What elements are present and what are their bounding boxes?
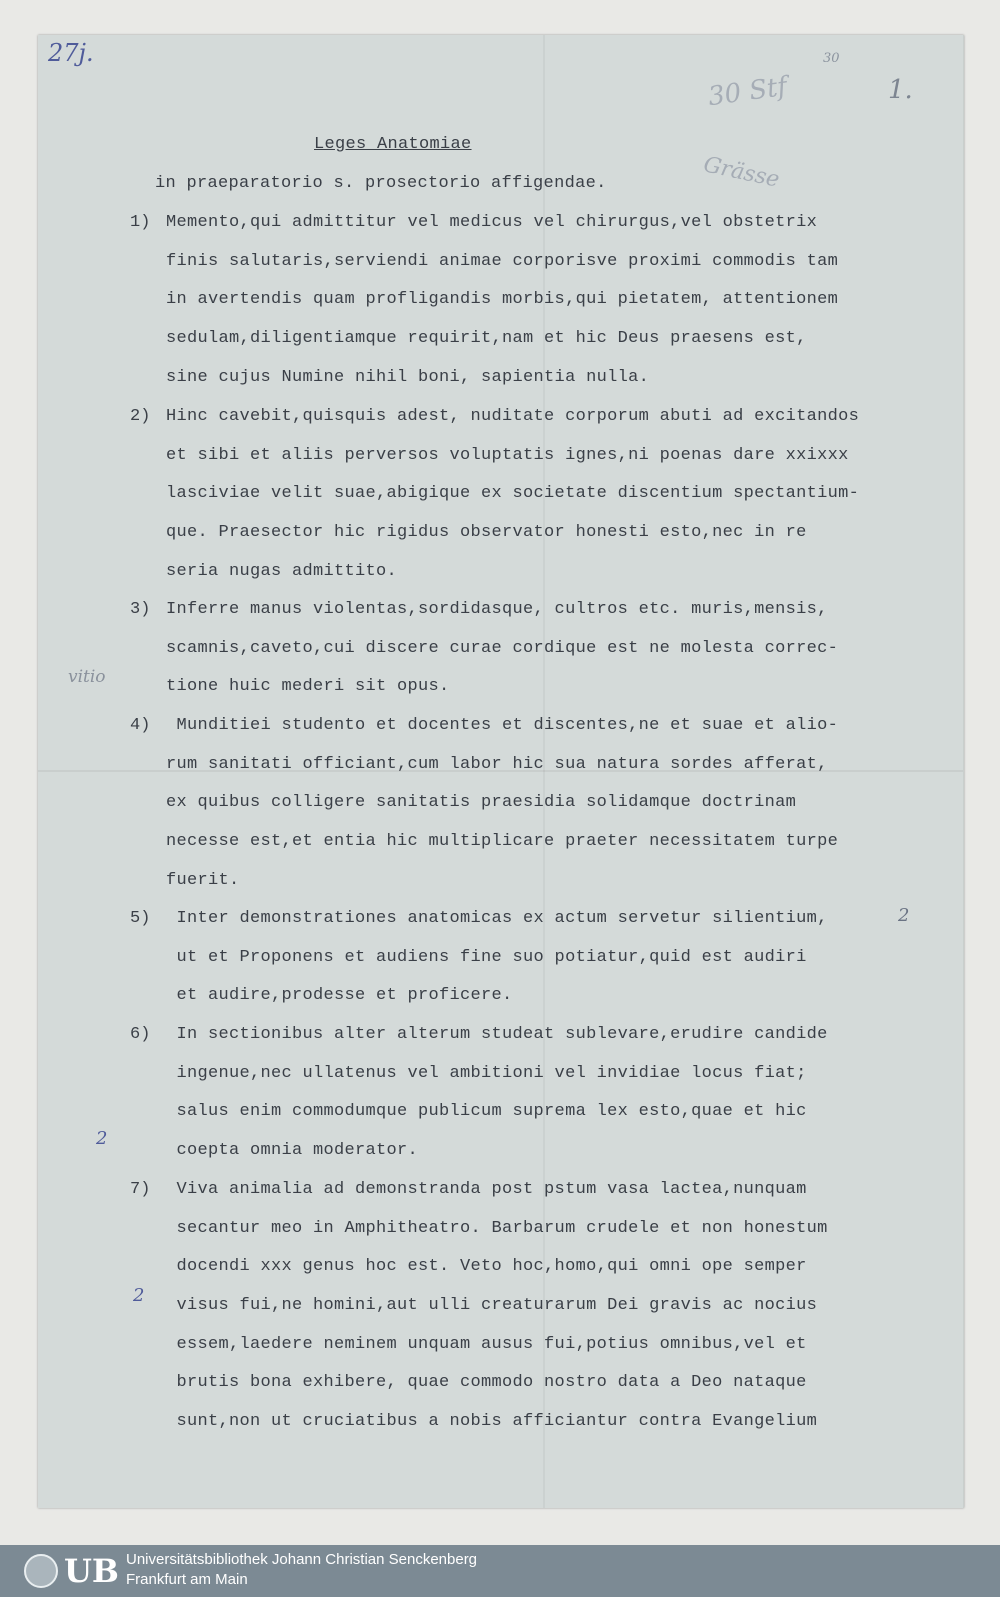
footer-bar [0, 1545, 1000, 1597]
paragraph-line: In sectionibus alter alterum studeat sublevare,erudire candide [166, 1025, 828, 1044]
paragraph-line: fuerit. [166, 871, 240, 890]
page-number: 1. [888, 75, 913, 105]
paragraph-line: sunt,non ut cruciatibus a nobis afficiantur contra Evangelium [166, 1412, 818, 1431]
paragraph-number: 5) [130, 909, 151, 928]
margin-mark-2: 2 [96, 1128, 108, 1149]
paragraph-line: seria nugas admittito. [166, 562, 398, 581]
paragraph-line: necesse est,et entia hic multiplicare praeter necessitatem turpe [166, 832, 839, 851]
paragraph-line: finis salutaris,serviendi animae corporisve proximi commodis tam [166, 252, 839, 271]
paragraph-number: 4) [130, 716, 151, 735]
paragraph-line: Inter demonstrationes anatomicas ex actum servetur silientium, [166, 909, 828, 928]
medallion-icon [24, 1554, 58, 1588]
paragraph-line: Viva animalia ad demonstranda post pstum vasa lactea,nunquam [166, 1180, 807, 1199]
paragraph-line: docendi xxx genus hoc est. Veto hoc,homo,qui omni ope semper [166, 1257, 807, 1276]
library-name [126, 1550, 477, 1590]
paragraph-line: brutis bona exhibere, quae commodo nostro data a Deo nataque [166, 1373, 807, 1392]
margin-mark-3: 2 [133, 1285, 145, 1306]
handwritten-signature: 30 Stf [706, 71, 789, 113]
library-logo[interactable] [24, 1550, 119, 1592]
paragraph-number: 1) [130, 213, 151, 232]
paragraph-line: coepta omnia moderator. [166, 1141, 419, 1160]
paragraph-line: ut et Proponens et audiens fine suo potiatur,quid est audiri [166, 948, 807, 967]
paragraph-line: salus enim commodumque publicum suprema lex esto,quae et hic [166, 1102, 807, 1121]
paragraph-line: sine cujus Numine nihil boni, sapientia nulla. [166, 368, 650, 387]
paragraph-line: que. Praesector hic rigidus observator honesti esto,nec in re [166, 523, 807, 542]
library-name-line2: Frankfurt am Main [126, 1571, 248, 1588]
paragraph-line: Munditiei studento et docentes et discentes,ne et suae et alio- [166, 716, 839, 735]
top-note: 30 [823, 51, 840, 66]
paragraph-line: tione huic mederi sit opus. [166, 677, 450, 696]
paragraph-line: in avertendis quam profligandis morbis,qui pietatem, attentionem [166, 290, 839, 309]
paragraph-line: visus fui,ne homini,aut ulli creaturarum Dei gravis ac nocius [166, 1296, 818, 1315]
library-name-line1: Universitätsbibliothek Johann Christian Senckenberg [126, 1551, 478, 1568]
paragraph-line: scamnis,caveto,cui discere curae cordique est ne molesta correc- [166, 639, 839, 658]
paragraph-line: lasciviae velit suae,abigique ex societate discentium spectantium- [166, 484, 860, 503]
paragraph-number: 2) [130, 407, 151, 426]
paragraph-line: essem,laedere neminem unquam ausus fui,potius omnibus,vel et [166, 1335, 807, 1354]
paragraph-line: Hinc cavebit,quisquis adest, nuditate corporum abuti ad excitandos [166, 407, 860, 426]
margin-note-vitio: vitio [68, 667, 106, 687]
margin-note-grasse: Grässe [701, 152, 782, 193]
paragraph-number: 6) [130, 1025, 151, 1044]
paragraph-line: Inferre manus violentas,sordidasque, cultros etc. muris,mensis, [166, 600, 828, 619]
paragraph-line: et sibi et aliis perversos voluptatis ignes,ni poenas dare xxixxx [166, 446, 849, 465]
paragraph-number: 3) [130, 600, 151, 619]
document-page [38, 35, 964, 1508]
paragraph-line: rum sanitati officiant,cum labor hic sua natura sordes afferat, [166, 755, 828, 774]
paragraph-line: ex quibus colligere sanitatis praesidia solidamque doctrinam [166, 793, 797, 812]
paragraph-line: Memento,qui admittitur vel medicus vel chirurgus,vel obstetrix [166, 213, 818, 232]
margin-mark-1: 2 [898, 905, 910, 926]
paragraph-line: ingenue,nec ullatenus vel ambitioni vel invidiae locus fiat; [166, 1064, 807, 1083]
logo-text: UB [64, 1552, 119, 1590]
paragraph-line: secantur meo in Amphitheatro. Barbarum crudele et non honestum [166, 1219, 828, 1238]
paragraph-number: 7) [130, 1180, 151, 1199]
document-title: Leges Anatomiae [314, 135, 472, 154]
folio-number: 27j. [48, 39, 94, 67]
paragraph-line: et audire,prodesse et proficere. [166, 986, 513, 1005]
document-subtitle: in praeparatorio s. prosectorio affigendae. [155, 174, 607, 193]
paragraph-line: sedulam,diligentiamque requirit,nam et hic Deus praesens est, [166, 329, 807, 348]
